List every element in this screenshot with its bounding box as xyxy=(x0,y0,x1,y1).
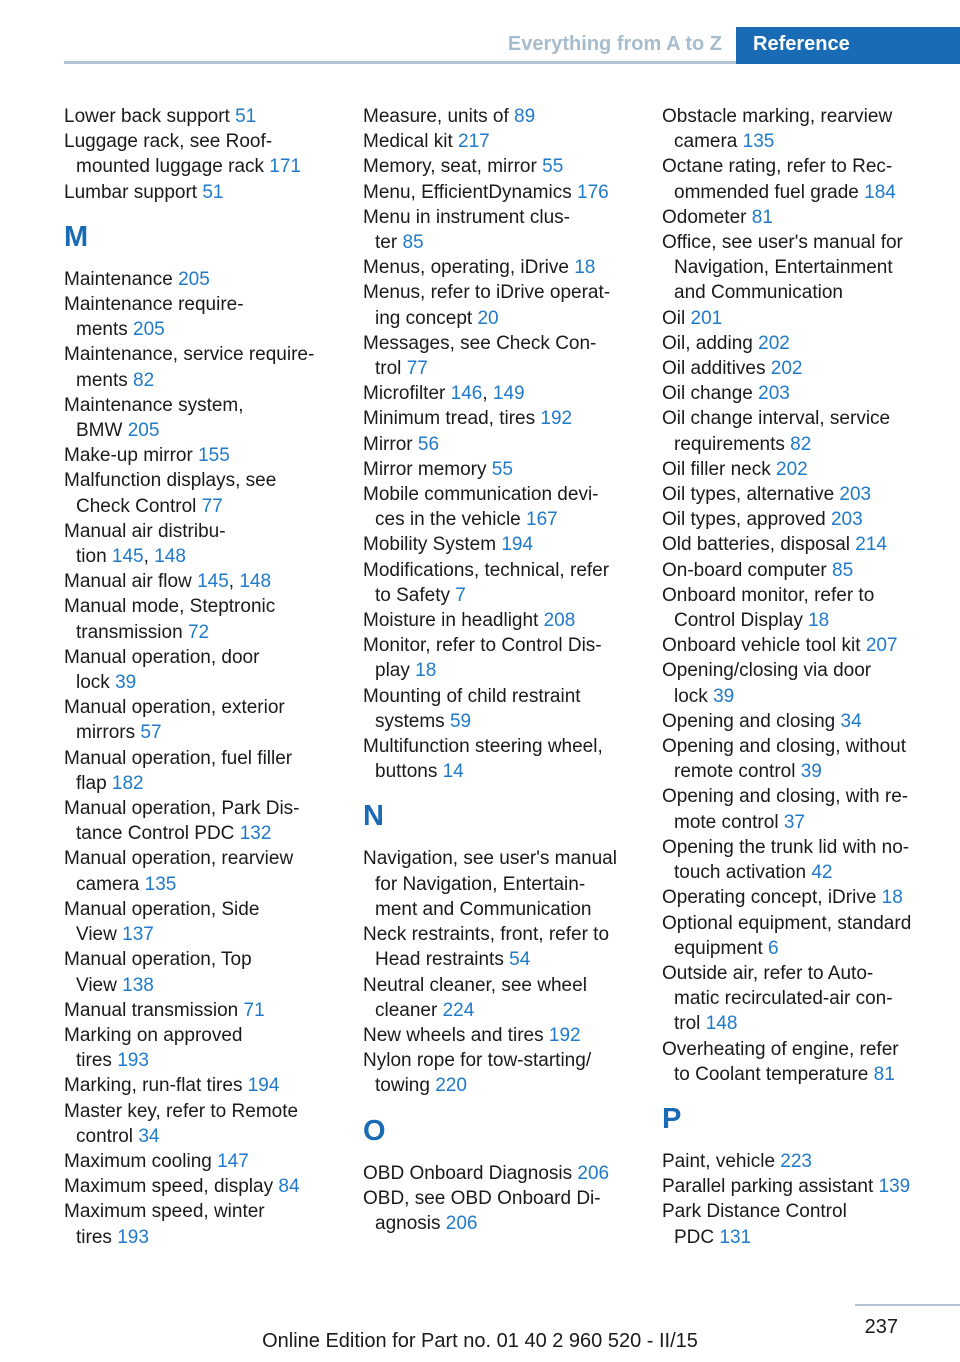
page-reference-link[interactable]: 214 xyxy=(855,534,887,556)
page-reference-link[interactable]: 184 xyxy=(864,181,896,203)
index-entry xyxy=(363,532,633,557)
index-entry-text: Multifunction steering wheel, buttons xyxy=(363,736,603,783)
page-reference-link[interactable]: 203 xyxy=(830,509,863,531)
page-reference-link[interactable]: 131 xyxy=(719,1226,752,1248)
page-reference-link[interactable]: 193 xyxy=(117,1050,149,1072)
index-entry-text: Manual operation, door lock xyxy=(64,646,260,694)
page-reference-link[interactable]: 192 xyxy=(548,1024,581,1046)
page-reference-link[interactable]: 85 xyxy=(832,559,854,581)
index-entry xyxy=(64,180,339,205)
page-reference-link[interactable]: 224 xyxy=(442,999,475,1021)
index-entry xyxy=(64,897,339,947)
index-entry xyxy=(662,885,932,910)
index-entry xyxy=(363,734,633,784)
index-entry xyxy=(363,482,633,532)
edition-note: Online Edition for Part no. 01 40 2 960 520 - II/15 xyxy=(262,1330,698,1352)
page-reference-link[interactable]: 7 xyxy=(455,584,466,606)
index-entry xyxy=(363,205,633,255)
page-reference-link[interactable]: 18 xyxy=(808,610,830,632)
page-reference-link[interactable]: 208 xyxy=(543,610,576,632)
page-reference-link[interactable]: 77 xyxy=(406,358,428,380)
page-reference-link[interactable]: 71 xyxy=(243,999,265,1021)
page-reference-link[interactable]: 57 xyxy=(140,722,162,744)
index-entry-text: Messages, see Check Con- trol xyxy=(363,332,597,380)
page-reference-link[interactable]: 205 xyxy=(178,268,210,290)
index-entry xyxy=(662,154,932,204)
index-entry xyxy=(64,1023,339,1073)
index-entry xyxy=(64,443,339,468)
page-reference-link[interactable]: 203 xyxy=(839,484,872,506)
index-entry-text: Menu in instrument clus- ter xyxy=(363,206,570,254)
index-entry-text: Oil types, approved xyxy=(662,509,826,531)
index-entry xyxy=(662,558,932,583)
page-reference-link[interactable]: 202 xyxy=(770,358,803,380)
index-entry xyxy=(64,947,339,997)
index-entry xyxy=(662,331,932,356)
index-entry-text: New wheels and tires xyxy=(363,1024,544,1046)
page-reference-link[interactable]: 132 xyxy=(239,823,272,845)
index-entry xyxy=(363,633,633,683)
index-entry-text: Octane rating, refer to Rec- ommended fuel grade xyxy=(662,156,893,203)
page-reference-link[interactable]: 147 xyxy=(217,1150,249,1172)
page-reference-link[interactable]: 146 xyxy=(450,383,483,405)
index-letter-heading: P xyxy=(662,1102,682,1135)
page-reference-link[interactable]: 171 xyxy=(269,156,301,178)
index-entry xyxy=(64,998,339,1023)
page-reference-link[interactable]: 206 xyxy=(577,1162,610,1184)
index-entry-text: Mirror xyxy=(363,433,413,455)
index-entry-text: Mobile communication devi- ces in the vehicle xyxy=(363,484,599,531)
page-reference-link[interactable]: 56 xyxy=(417,433,440,455)
index-entry-text: Manual operation, rearview camera xyxy=(64,848,294,895)
page-reference-link[interactable]: 207 xyxy=(865,635,898,657)
index-entry xyxy=(363,154,633,179)
index-entry xyxy=(662,734,932,784)
index-entry-text: Lumbar support xyxy=(64,181,198,203)
index-entry xyxy=(64,1099,339,1149)
page-reference-link[interactable]: 42 xyxy=(811,862,833,884)
index-entry-text: Make-up mirror xyxy=(64,445,193,467)
index-entry xyxy=(363,558,633,608)
index-entry-text: Neutral cleaner, see wheel cleaner xyxy=(363,974,587,1021)
page-reference-link[interactable]: 82 xyxy=(133,369,155,391)
index-entry-text: Minimum tread, tires xyxy=(363,408,536,430)
page-reference-link[interactable]: 18 xyxy=(881,887,903,909)
page-reference-link[interactable]: 54 xyxy=(509,949,531,971)
index-entry xyxy=(662,406,932,456)
index-entry xyxy=(64,1199,339,1249)
index-entry-text: Manual transmission xyxy=(64,999,239,1021)
index-entry-text: Outside air, refer to Auto- matic recirculated-air con- trol xyxy=(662,962,893,1035)
index-entry-text: Overheating of engine, refer to Coolant temperature xyxy=(662,1038,899,1085)
page-reference-link[interactable]: 51 xyxy=(235,106,257,127)
index-entry xyxy=(363,457,633,482)
index-entry xyxy=(64,129,339,179)
page-reference-link[interactable]: 84 xyxy=(278,1176,300,1198)
index-entry-text: Oil filler neck xyxy=(662,458,771,480)
page-reference-link[interactable]: 149 xyxy=(492,383,525,405)
index-entry-text: Maintenance system, BMW xyxy=(64,394,244,442)
index-entry-text: Manual operation, exterior mirrors xyxy=(64,697,285,744)
page-reference-link[interactable]: 82 xyxy=(790,433,812,455)
page-reference-link[interactable]: 145 xyxy=(197,571,229,593)
index-entry xyxy=(64,1174,339,1199)
index-entry xyxy=(64,104,339,129)
header-tab-reference[interactable]: Reference xyxy=(736,27,960,64)
index-entry xyxy=(64,1073,339,1098)
index-entry-text: Manual operation, Park Dis- tance Control PDC xyxy=(64,798,300,845)
index-entry xyxy=(662,381,932,406)
index-entry xyxy=(64,645,339,695)
page-reference-link[interactable]: 201 xyxy=(690,307,723,329)
index-letter-heading: M xyxy=(64,220,89,253)
index-entry-text: Master key, refer to Remote control xyxy=(64,1100,299,1147)
index-entry xyxy=(363,922,633,972)
index-entry-text: Mirror memory xyxy=(363,458,487,480)
index-entry-text: Operating concept, iDrive xyxy=(662,887,877,909)
page-reference-link[interactable]: 203 xyxy=(758,383,790,405)
header-section-title: Everything from A to Z xyxy=(507,33,722,55)
page-reference-link[interactable]: 81 xyxy=(873,1063,895,1085)
index-entry xyxy=(64,393,339,443)
index-entry-text: Nylon rope for tow-starting/ towing xyxy=(363,1050,592,1097)
page-reference-link[interactable]: 176 xyxy=(577,181,609,203)
index-entry-text: Opening and closing, with re- mote control xyxy=(662,786,909,833)
index-entry xyxy=(64,695,339,745)
index-entry xyxy=(363,1023,633,1048)
index-entry-text: Manual operation, fuel filler flap xyxy=(64,747,293,794)
page-reference-link[interactable]: 182 xyxy=(111,772,144,794)
index-entry xyxy=(662,306,932,331)
index-entry xyxy=(64,342,339,392)
page-reference-link[interactable]: 202 xyxy=(758,332,790,354)
index-entry xyxy=(662,961,932,1037)
page-reference-link[interactable]: 6 xyxy=(768,937,779,959)
index-entry-text: Medical kit xyxy=(363,131,453,153)
index-entry xyxy=(363,280,633,330)
index-entry-text: Measure, units of xyxy=(363,106,509,127)
index-entry xyxy=(363,684,633,734)
index-entry-text: Oil xyxy=(662,307,686,329)
index-entry-text: Manual operation, Top View xyxy=(64,949,252,996)
index-entry-text: Odometer xyxy=(662,206,747,228)
index-entry xyxy=(64,746,339,796)
page-reference-link[interactable]: 72 xyxy=(187,621,210,643)
index-entry-text: Maximum speed, display xyxy=(64,1176,274,1198)
index-entry-text: Navigation, see user's manual for Navigation, Entertain- ment and Communication xyxy=(363,848,617,920)
index-entry xyxy=(662,104,932,154)
index-entry xyxy=(662,507,932,532)
index-entry xyxy=(64,468,339,518)
page-reference-link[interactable]: 39 xyxy=(713,685,735,707)
index-entry-text: Microfilter xyxy=(363,383,446,405)
index-entry-text: Oil change interval, service requirements xyxy=(662,408,891,455)
page-reference-link[interactable]: 85 xyxy=(402,232,424,254)
index-entry xyxy=(64,846,339,896)
index-entry-text: Maintenance require- ments xyxy=(64,294,244,341)
page-reference-link[interactable]: 194 xyxy=(501,534,534,556)
index-entry-text: Manual operation, Side View xyxy=(64,898,260,946)
index-entry xyxy=(64,796,339,846)
index-entry xyxy=(363,846,633,922)
page-reference-link[interactable]: 202 xyxy=(776,458,808,480)
page-reference-link[interactable]: 20 xyxy=(477,307,499,329)
page-reference-link[interactable]: 148 xyxy=(154,546,186,568)
index-entry-text: Opening and closing, without remote control xyxy=(662,736,906,783)
index-entry-text: Lower back support xyxy=(64,106,230,127)
index-entry: Manual air flow 145, 148 xyxy=(64,571,272,593)
page-reference-link[interactable]: 223 xyxy=(780,1150,812,1172)
index-entry xyxy=(662,1199,932,1249)
page-reference-link[interactable]: 139 xyxy=(878,1176,911,1198)
index-entry-text: Neck restraints, front, refer to Head restraints xyxy=(363,924,610,971)
index-entry-text: Mobility System xyxy=(363,534,497,556)
index-entry-text: Oil types, alternative xyxy=(662,484,835,506)
index-entry-text: Oil, adding xyxy=(662,332,753,354)
index-entry-text: Park Distance Control PDC xyxy=(662,1201,847,1248)
index-entry xyxy=(363,608,633,633)
index-entry xyxy=(662,457,932,482)
page-reference-link[interactable]: 205 xyxy=(133,319,165,341)
index-entry-text: Menu, EfficientDynamics xyxy=(363,181,572,203)
index-letter-heading: O xyxy=(363,1114,386,1147)
index-entry xyxy=(662,1174,932,1199)
index-entry-text: Oil change xyxy=(662,383,753,405)
index-entry-text: Luggage rack, see Roof- mounted luggage rack xyxy=(64,131,273,178)
page-reference-link[interactable]: 205 xyxy=(127,420,160,442)
index-entry xyxy=(363,255,633,280)
index-entry xyxy=(64,267,339,292)
page-reference-link[interactable]: 89 xyxy=(514,106,536,127)
index-entry xyxy=(662,230,932,306)
index-entry xyxy=(363,406,633,431)
index-entry xyxy=(662,633,932,658)
index-entry-text: Malfunction displays, see Check Control xyxy=(64,470,277,517)
index-entry-text: Manual mode, Steptronic transmission xyxy=(64,596,276,643)
page-reference-link[interactable]: 34 xyxy=(138,1125,160,1147)
page-reference-link[interactable]: 39 xyxy=(115,672,137,694)
index-entry xyxy=(363,973,633,1023)
index-entry xyxy=(64,1149,339,1174)
index-entry-text: Modifications, technical, refer to Safety xyxy=(363,559,610,606)
index-entry-text: Obstacle marking, rearview camera xyxy=(662,106,893,153)
index-entry-text: Office, see user's manual for Navigation, Entertainment and Communication xyxy=(662,232,903,304)
index-entry xyxy=(363,129,633,154)
page-reference-link[interactable]: 18 xyxy=(574,257,596,279)
index-entry-text: Onboard monitor, refer to Control Display xyxy=(662,584,875,632)
index-entry-text: On-board computer xyxy=(662,559,827,581)
index-entry xyxy=(662,205,932,230)
index-entry xyxy=(64,594,339,644)
index-entry xyxy=(662,1149,932,1174)
index-letter-heading: N xyxy=(363,800,384,833)
page-reference-link[interactable]: 206 xyxy=(445,1212,478,1234)
page-reference-link[interactable]: 135 xyxy=(144,873,177,895)
index-entry xyxy=(363,331,633,381)
page-reference-link[interactable]: 77 xyxy=(201,495,223,517)
page-reference-link[interactable]: 137 xyxy=(122,924,154,946)
index-entry xyxy=(662,784,932,834)
page-reference-link[interactable]: 14 xyxy=(442,761,464,783)
index-entry xyxy=(363,432,633,457)
index-entry xyxy=(662,835,932,885)
index-entry-text: Oil additives xyxy=(662,358,766,380)
index-entry-text: Maintenance, service require- ments xyxy=(64,344,315,391)
page-number: 237 xyxy=(864,1316,898,1338)
index-entry xyxy=(363,180,633,205)
page-reference-link[interactable]: 193 xyxy=(117,1226,149,1248)
page-reference-link[interactable]: 51 xyxy=(202,181,224,203)
index-entry-text: Optional equipment, standard equipment xyxy=(662,912,912,959)
index-entry xyxy=(64,292,339,342)
index-entry xyxy=(662,482,932,507)
index-entry-text: Marking on approved tires xyxy=(64,1024,243,1072)
page-reference-link[interactable]: 217 xyxy=(458,131,490,153)
page-reference-link[interactable]: 167 xyxy=(526,509,558,531)
index-entry-text: Maintenance xyxy=(64,268,173,290)
index-entry-text: Mounting of child restraint systems xyxy=(363,685,581,732)
page-reference-link[interactable]: 148 xyxy=(239,571,272,593)
index-entry-text: Manual air distribu- tion xyxy=(64,520,226,568)
page-reference-link[interactable]: 34 xyxy=(840,710,862,732)
index-entry-text: Opening and closing xyxy=(662,710,836,732)
index-column-3 xyxy=(662,104,932,1250)
page-reference-link[interactable]: 39 xyxy=(800,761,822,783)
index-entry-text: OBD Onboard Diagnosis xyxy=(363,1162,573,1184)
page-reference-link[interactable]: 192 xyxy=(540,408,573,430)
index-entry-text: OBD, see OBD Onboard Di- agnosis xyxy=(363,1187,601,1234)
page-reference-link[interactable]: 81 xyxy=(751,206,773,228)
page-reference-link[interactable]: 135 xyxy=(742,131,775,153)
page-reference-link[interactable]: 148 xyxy=(705,1013,738,1035)
index-entry-text: Manual air flow xyxy=(64,571,192,593)
page-reference-link[interactable]: 155 xyxy=(198,445,230,467)
page-reference-link[interactable]: 145 xyxy=(111,546,144,568)
index-entry: Manual air distribu- tion 145, 148 xyxy=(64,520,226,568)
page-reference-link[interactable]: 138 xyxy=(122,974,154,996)
index-entry xyxy=(363,1161,633,1186)
index-entry-text: Parallel parking assistant xyxy=(662,1176,874,1198)
index-entry xyxy=(662,911,932,961)
index-entry xyxy=(363,1048,633,1098)
index-entry-text: Onboard vehicle tool kit xyxy=(662,635,861,657)
page-reference-link[interactable]: 18 xyxy=(415,660,437,682)
index-entry xyxy=(662,1037,932,1087)
page-reference-link[interactable]: 194 xyxy=(247,1075,280,1097)
page-reference-link[interactable]: 59 xyxy=(449,710,472,732)
index-entry-text: Moisture in headlight xyxy=(363,610,539,632)
index-entry-text: Menus, operating, iDrive xyxy=(363,257,569,279)
index-entry-text: Monitor, refer to Control Dis- play xyxy=(363,635,602,682)
index-entry-text: Memory, seat, mirror xyxy=(363,156,537,178)
index-column-1 xyxy=(64,104,339,1250)
page-reference-link[interactable]: 55 xyxy=(491,458,513,480)
index-entry-text: Paint, vehicle xyxy=(662,1150,776,1172)
page-reference-link[interactable]: 37 xyxy=(783,811,805,833)
index-entry xyxy=(662,356,932,381)
index-entry xyxy=(662,583,932,633)
index-entry xyxy=(363,1186,633,1236)
index-entry xyxy=(363,104,633,129)
footer-rule xyxy=(855,1304,960,1306)
index-entry-text: Old batteries, disposal xyxy=(662,534,850,556)
page-reference-link[interactable]: 220 xyxy=(435,1075,467,1097)
index-entry xyxy=(662,658,932,708)
index-column-2 xyxy=(363,104,633,1236)
index-entry-text: Maximum speed, winter tires xyxy=(64,1201,265,1248)
index-entry-text: Opening the trunk lid with no- touch activation xyxy=(662,836,910,884)
index-entry xyxy=(662,532,932,557)
index-entry-text: Opening/closing via door lock xyxy=(662,660,872,707)
page-reference-link[interactable]: 55 xyxy=(542,156,564,178)
index-entry: Microfilter 146, 149 xyxy=(363,383,525,405)
index-entry-text: Menus, refer to iDrive operat- ing concept xyxy=(363,282,611,329)
index-entry xyxy=(662,709,932,734)
index-entry-text: Maximum cooling xyxy=(64,1150,212,1172)
index-entry-text: Marking, run-flat tires xyxy=(64,1075,243,1097)
